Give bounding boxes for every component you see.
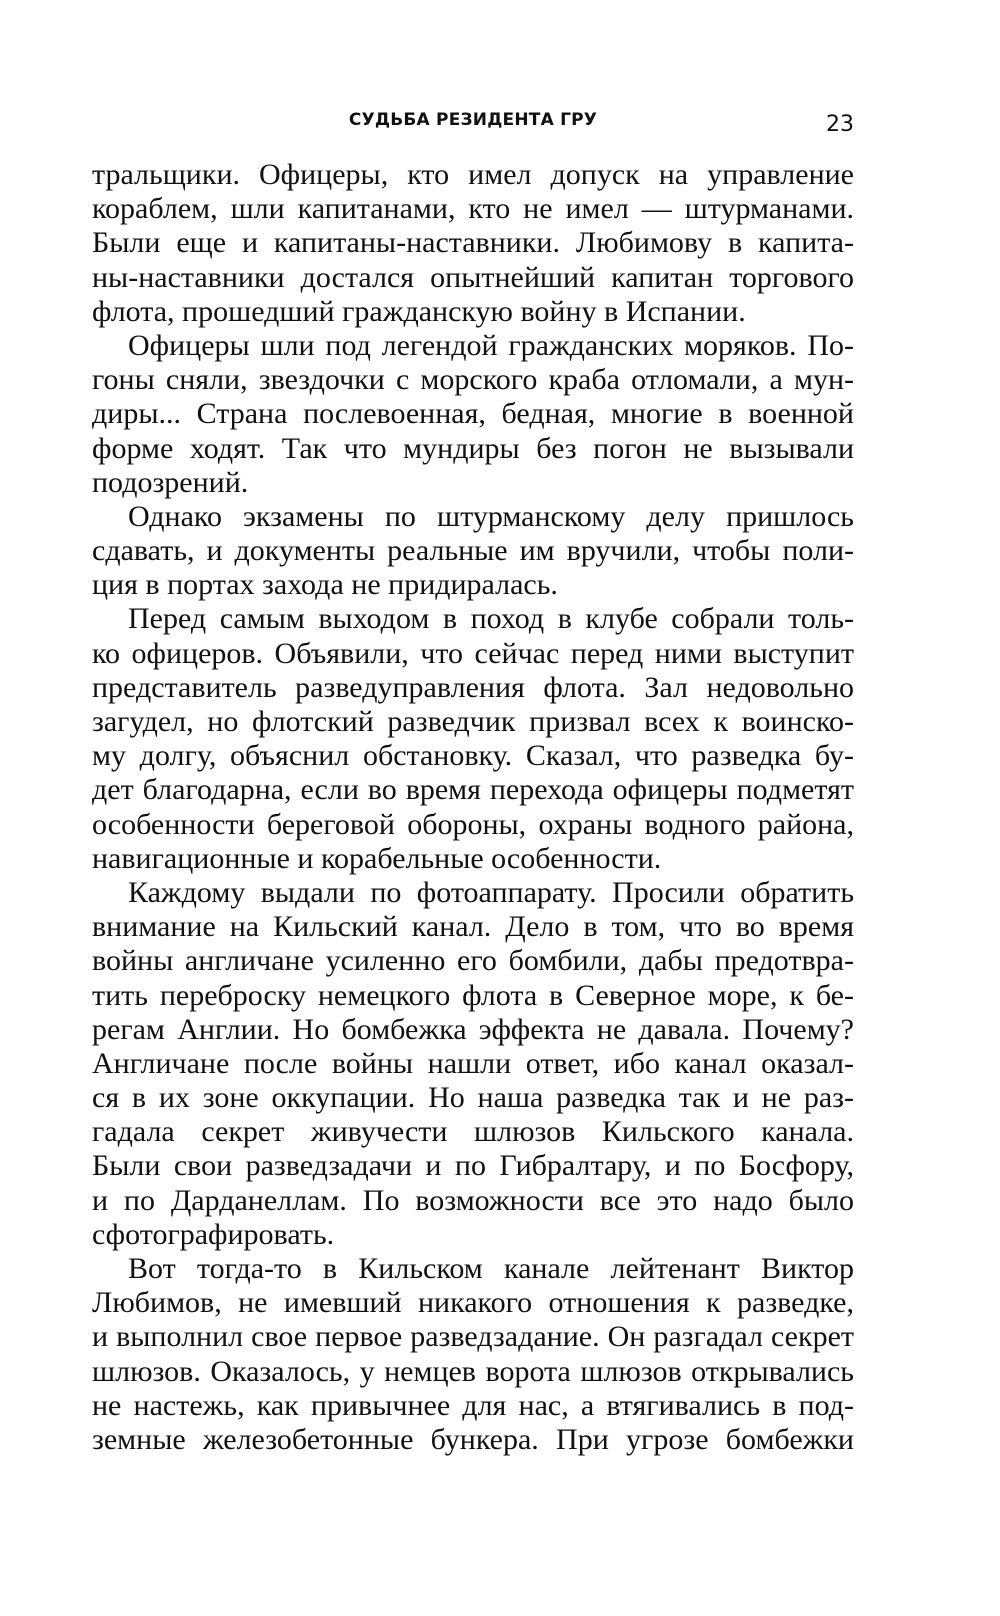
text-line: регам Англии. Но бомбежка эффекта не давала. Почему? — [92, 1012, 854, 1046]
text-line: ны-наставники достался опытнейший капитан торгового — [92, 260, 854, 294]
text-line: особенности береговой обороны, охраны водного района, — [92, 807, 854, 841]
text-line: Каждому выдали по фотоаппарату. Просили обратить — [128, 875, 854, 909]
page-number: 23 — [826, 112, 854, 137]
text-line: сдавать, и документы реальные им вручили, чтобы поли- — [92, 534, 854, 568]
body-text — [92, 158, 854, 1457]
paragraph — [92, 602, 854, 876]
paragraph — [92, 500, 854, 603]
running-title: СУДЬБА РЕЗИДЕНТА ГРУ — [348, 110, 598, 130]
text-line: не настежь, как привычнее для нас, а втягивались в под- — [92, 1388, 854, 1422]
text-line: Офицеры шли под легендой гражданских моряков. По- — [128, 328, 854, 362]
text-line: дет благодарна, если во время перехода офицеры подметят — [92, 773, 854, 807]
text-line: Однако экзамены по штурманскому делу пришлось — [128, 499, 854, 533]
text-line: сфотографировать. — [92, 1217, 335, 1251]
text-line: подозрений. — [92, 465, 249, 499]
text-line: гоны сняли, звездочки с морского краба отломали, а мун- — [92, 363, 854, 397]
text-line: шлюзов. Оказалось, у немцев ворота шлюзов открывались — [92, 1354, 854, 1388]
text-line: войны англичане усиленно его бомбили, дабы предотвра- — [92, 944, 854, 978]
text-line: флота, прошедший гражданскую войну в Испании. — [92, 294, 746, 328]
running-header — [92, 104, 854, 144]
text-line: и выполнил свое первое разведзадание. Он разгадал секрет — [92, 1320, 854, 1354]
text-line: Перед самым выходом в поход в клубе собрали толь- — [128, 602, 854, 636]
text-line: тральщики. Офицеры, кто имел допуск на управление — [92, 158, 854, 191]
text-line: внимание на Кильский канал. Дело в том, что во время — [92, 910, 854, 944]
text-line: навигационные и корабельные особенности. — [92, 841, 662, 875]
text-line: и по Дарданеллам. По возможности все это надо было — [92, 1183, 854, 1217]
text-line: Англичане после войны нашли ответ, ибо канал оказал- — [92, 1046, 854, 1080]
text-line: кораблем, шли капитанами, кто не имел — штурманами. — [92, 192, 854, 226]
text-line: представитель разведуправления флота. Зал недовольно — [92, 670, 854, 704]
paragraph — [92, 1252, 854, 1457]
text-line: тить переброску немецкого флота в Северное море, к бе- — [92, 978, 854, 1012]
text-line: му долгу, объяснил обстановку. Сказал, что разведка бу- — [92, 739, 854, 773]
text-line: ция в портах захода не придиралась. — [92, 568, 558, 602]
text-line: ко офицеров. Объявили, что сейчас перед ними выступит — [92, 636, 854, 670]
text-line: Были свои разведзадачи и по Гибралтару, и по Босфору, — [92, 1149, 854, 1183]
paragraph — [92, 158, 854, 329]
text-line: загудел, но флотский разведчик призвал всех к воинско- — [92, 705, 854, 738]
paragraph — [92, 329, 854, 500]
text-line: Вот тогда-то в Кильском канале лейтенант Виктор — [128, 1252, 854, 1285]
text-line: гадала секрет живучести шлюзов Кильского канала. — [92, 1115, 854, 1149]
text-line: Любимов, не имевший никакого отношения к разведке, — [92, 1286, 854, 1320]
text-line: форме ходят. Так что мундиры без погон не вызывали — [92, 431, 854, 465]
text-line: земные железобетонные бункера. При угрозе бомбежки — [92, 1422, 854, 1456]
text-line: диры... Страна послевоенная, бедная, многие в военной — [92, 397, 854, 431]
paragraph — [92, 876, 854, 1252]
text-line: ся в их зоне оккупации. Но наша разведка так и не раз- — [92, 1081, 854, 1115]
text-line: Были еще и капитаны-наставники. Любимову в капита- — [92, 226, 854, 260]
